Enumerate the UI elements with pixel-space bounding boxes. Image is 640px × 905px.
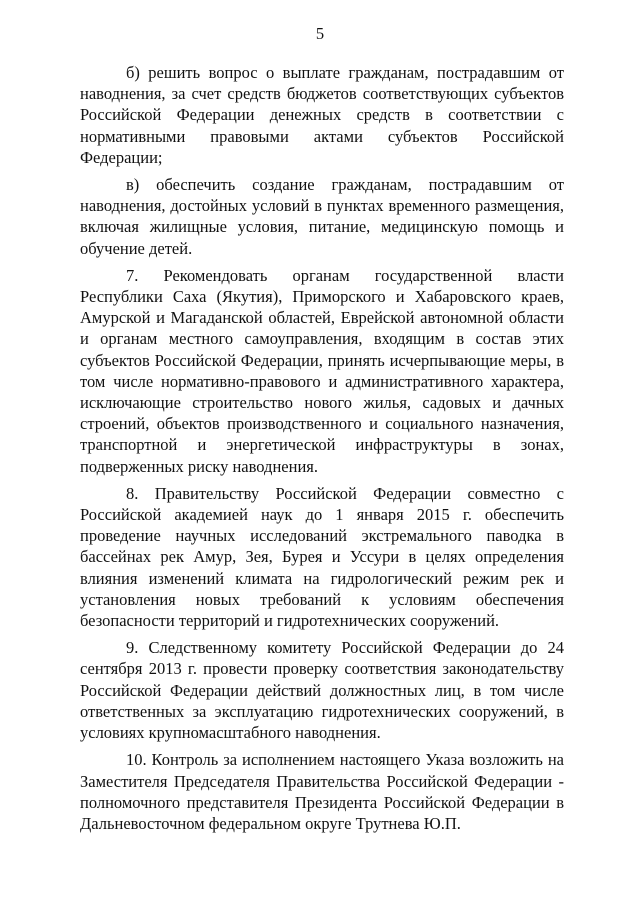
page-number: 5 [315, 24, 325, 43]
paragraph-item-7: 7. Рекомендовать органам государственной власти Республики Саха (Якутия), Приморского и Хабаровского краев, Амурской и Магаданской областей, Еврейской автономной области и органам местного самоуправления, входящим в состав этих субъектов Российской Федерации, принять исчерпывающие меры, в том числе нормативно-правового и административного характера, исключающие строительство нового жилья, садовых и дачных строений, объектов производственного и социального назначения, транспортной и энергетической инфраструктуры в зонах, подверженных риску наводнения. [80, 265, 564, 476]
paragraph-item-b: б) решить вопрос о выплате гражданам, пострадавшим от наводнения, за счет средств бюджетов соответствующих субъектов Российской Федерации денежных средств в соответствии с нормативными правовыми актами субъектов Российской Федерации; [80, 63, 564, 167]
paragraph-item-v: в) обеспечить создание гражданам, пострадавшим от наводнения, достойных условий в пунктах временного размещения, включая жилищные условия, питание, медицинскую помощь и обучение детей. [80, 175, 564, 258]
document-body [80, 62, 564, 834]
paragraph-item-10: 10. Контроль за исполнением настоящего Указа возложить на Заместителя Председателя Правительства Российской Федерации - полномочного представителя Президента Российской Федерации в Дальневосточном федеральном округе Трутнева Ю.П. [80, 750, 564, 833]
paragraph-item-8: 8. Правительству Российской Федерации совместно с Российской академией наук до 1 января 2015 г. обеспечить проведение научных исследований экстремального паводка в бассейнах рек Амур, Зея, Бурея и Уссури в целях определения влияния изменений климата на гидрологический режим рек и установления новых требований к условиям обеспечения безопасности территорий и гидротехнических сооружений. [80, 483, 564, 631]
paragraph-item-9: 9. Следственному комитету Российской Федерации до 24 сентября 2013 г. провести проверку соответствия законодательству Российской Федерации действий должностных лиц, в том числе ответственных за эксплуатацию гидротехнических сооружений, в условиях крупномасштабного наводнения. [80, 638, 564, 743]
